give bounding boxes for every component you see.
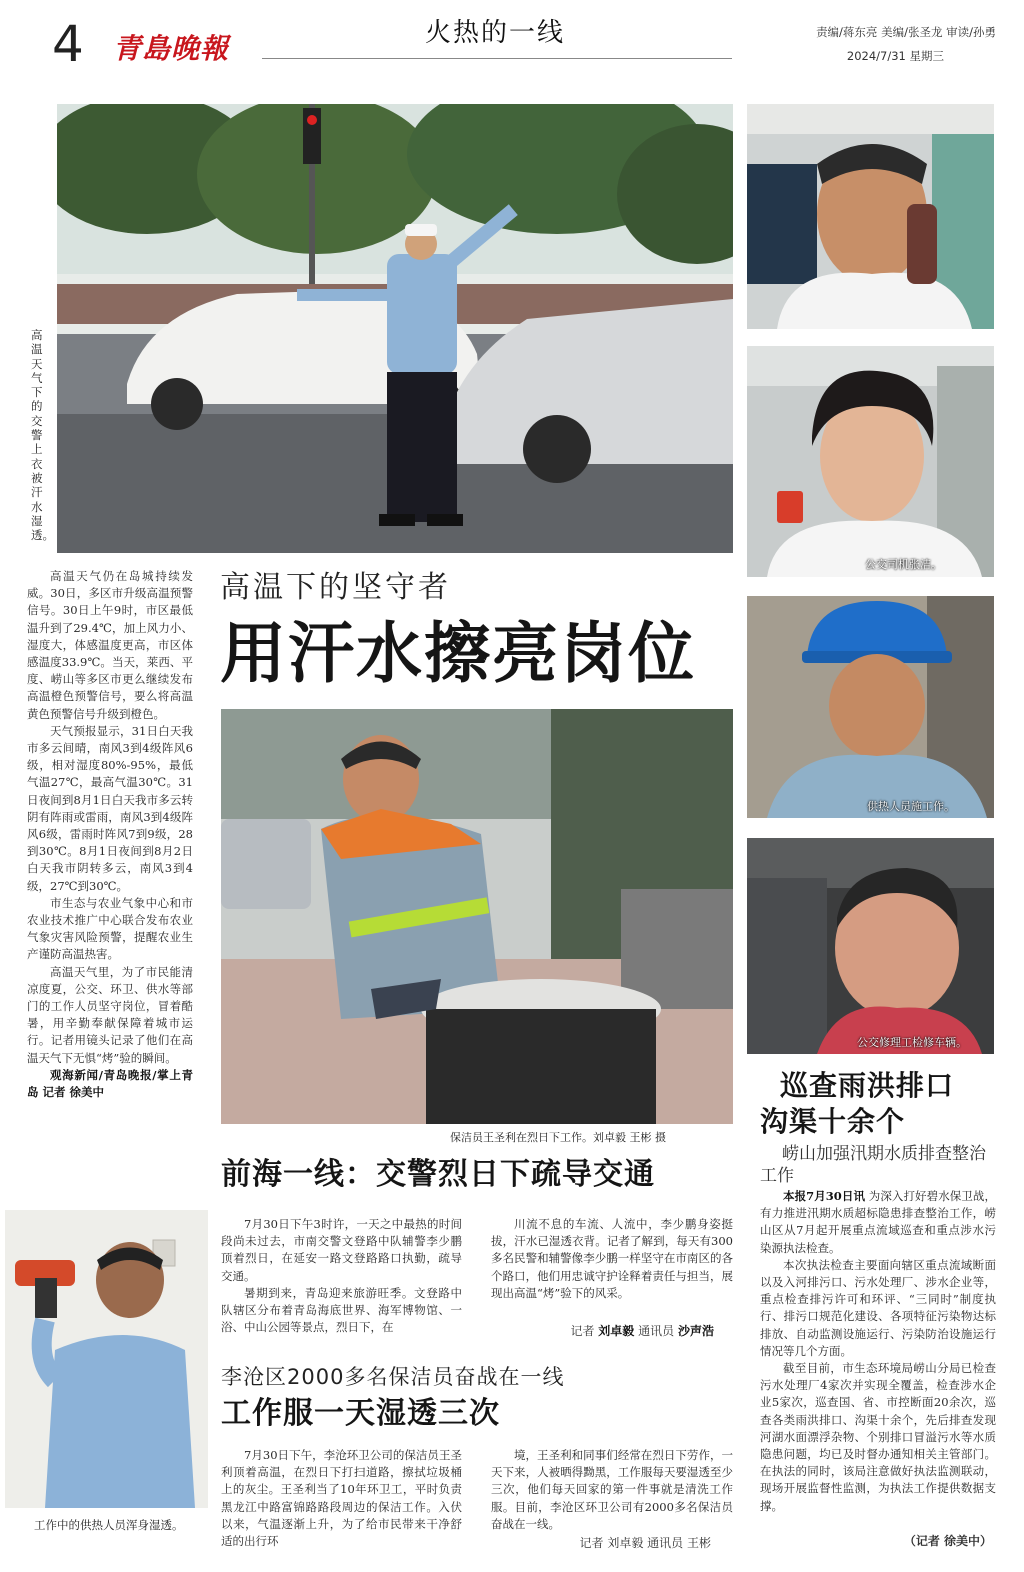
cleaner-byline: 记者 刘卓毅 通讯员 王彬 bbox=[579, 1536, 711, 1550]
laoshan-paragraph: 本报7月30日讯 为深入打好碧水保卫战，有力推进汛期水质超标隐患排查整治工作，崂山区从7月起开展重点流域巡查和重点涉水污染源执法检查。 bbox=[760, 1189, 997, 1255]
cleaner-paragraph: 境，王圣利和同事们经常在烈日下劳作，一天下来，人被晒得黝黑，工作服每天要湿透至少三次，他们每天回家的第一件事就是清洗工作服。目前，李沧区环卫公司有2000多名保洁员奋战在一线。 bbox=[491, 1448, 733, 1531]
laoshan-headline-2: 沟渠十余个 bbox=[760, 1105, 906, 1138]
traffic-paragraph: 7月30日下午3时许，一天之中最热的时间段尚未过去，市南交警文登路中队辅警李少鹏顶着烈日，在延安一路文登路路口执勤，疏导交通。 bbox=[221, 1217, 462, 1283]
top-photo-caption: 高温天气下的交警上衣被汗水湿透。 bbox=[31, 328, 54, 543]
cleaner-kicker: 李沧区2000多名保洁员奋战在一线 bbox=[221, 1365, 565, 1389]
main-paragraph: 高温天气仍在岛城持续发威。30日，多区市升级高温预警信号。30日上午9时，市区最低温升到了29.4℃，加上风力小、湿度大，体感温度更高，市区体感温度33.9℃。当天，莱西、平度、崂山等多区市更么继续发布高温橙色预警信号，要么将高温黄色预警信号升级到橙色。 bbox=[27, 569, 193, 721]
main-paragraph: 高温天气里，为了市民能清凉度夏，公交、环卫、供水等部门的工作人员坚守岗位，冒着酷暑，用辛勤奉献保障着城市运行。记者用镜头记录了他们在高温天气下无惧“烤”验的瞬间。 bbox=[27, 964, 193, 1065]
bus-driver-male-photo bbox=[747, 104, 994, 329]
cleaner-col-1 bbox=[221, 1447, 462, 1550]
masthead-logo: 青島晚報 bbox=[113, 32, 230, 65]
cleaner-caption-below: 保洁员王圣利在烈日下工作。刘卓毅 王彬 摄 bbox=[450, 1131, 666, 1144]
laoshan-body bbox=[760, 1188, 996, 1515]
page-header bbox=[0, 0, 1024, 92]
laoshan-byline: （记者 徐美中） bbox=[903, 1534, 992, 1548]
page-number: 4 bbox=[52, 15, 84, 73]
heating-worker-caption: 供热人员施工作。 bbox=[867, 800, 955, 813]
section-title: 火热的一线 bbox=[424, 18, 565, 48]
heating-worker-photo bbox=[747, 596, 994, 818]
traffic-paragraph: 暑期到来，青岛迎来旅游旺季。文登路中队辖区分布着青岛海底世界、海军博物馆、一浴、中山公园等景点，烈日下，在 bbox=[221, 1285, 462, 1335]
main-paragraph: 市生态与农业气象中心和市农业技术推广中心联合发布农业气象灾害风险预警，提醒农业生产谨防高温热害。 bbox=[27, 895, 193, 962]
main-byline: 观海新闻/青岛晚报/掌上青岛 记者 徐美中 bbox=[27, 1067, 193, 1100]
traffic-col-2 bbox=[491, 1216, 733, 1302]
cleaner-col-2 bbox=[491, 1447, 733, 1533]
cleaner-paragraph: 7月30日下午，李沧环卫公司的保洁员王圣利顶着高温，在烈日下打扫道路，擦拭垃圾桶上的灰尘。王圣利当了10年环卫工，平时负责黑龙江中路富锦路路段周边的保洁工作。入伏以来，气温逐渐上升，为了给市民带来干净舒适的出行环 bbox=[221, 1448, 462, 1549]
main-paragraph: 天气预报显示，31日白天我市多云间晴，南风3到4级阵风6级，相对湿度80%-95%，最低气温27℃，最高气温30℃。31日夜间到8月1日白天我市多云转阴有阵雨或雷雨，南风3到4级阵风6级，雷雨时阵风7到9级，28到30℃。8月1日夜间到8月2日白天我市阴转多云，南风3到4级，27℃到30℃。 bbox=[27, 723, 193, 893]
bus-repair-caption: 公交修理工检修车辆。 bbox=[857, 1036, 967, 1049]
traffic-police-photo bbox=[57, 104, 733, 553]
bus-driver-female-caption: 公交司机张洁。 bbox=[865, 558, 942, 571]
electrician-caption: 工作中的供热人员浑身湿透。 bbox=[34, 1518, 184, 1532]
laoshan-paragraph: 本次执法检查主要面向辖区重点流域断面以及入河排污口、污水处理厂、涉水企业等，重点检查排污许可和环评、“三同时”制度执行、排污口规范化建设、各项特征污染物达标排放、自动监测设施运行、污染防治设施运行情况等几个方面。 bbox=[760, 1257, 996, 1358]
traffic-byline: 记者 刘卓毅 通讯员 沙声浩 bbox=[570, 1324, 714, 1338]
laoshan-headline-1: 巡查雨洪排口 bbox=[780, 1069, 955, 1102]
bus-driver-female-photo bbox=[747, 346, 994, 577]
laoshan-subhead: 崂山加强汛期水质排查整治工作 bbox=[760, 1144, 986, 1186]
traffic-paragraph: 川流不息的车流、人流中，李少鹏身姿挺拔，汗水已湿透衣背。记者了解到，每天有300多名民警和辅警像李少鹏一样坚守在市南区的各个路口，他们用忠诚守护诠释着责任与担当，展现出高温“烤”验下的风采。 bbox=[491, 1217, 733, 1300]
editor-credits: 责编/蒋东亮 美编/张圣龙 审读/孙勇 bbox=[816, 25, 996, 39]
bus-repair-photo bbox=[747, 838, 994, 1054]
cleaner-photo bbox=[221, 709, 733, 1124]
header-rule bbox=[262, 58, 732, 59]
laoshan-paragraph: 截至目前，市生态环境局崂山分局已检查污水处理厂4家次并实现全覆盖，检查涉水企业5家次，巡查国、省、市控断面20余次，巡查各类雨洪排口、沟渠十余个，先后排查发现河湖水面漂浮杂物、个别排口冒溢污水等水质隐患问题，均已及时督办通知相关主管部门。在执法的同时，该局注意做好执法监测联动，现场开展监督性监测，为执法工作提供数据支撑。 bbox=[760, 1361, 996, 1513]
issue-date: 2024/7/31 星期三 bbox=[846, 49, 944, 63]
main-story-body bbox=[27, 568, 193, 1101]
traffic-col-1 bbox=[221, 1216, 462, 1336]
electrician-photo bbox=[5, 1210, 208, 1508]
main-headline: 用汗水擦亮岗位 bbox=[220, 614, 696, 692]
main-kicker: 高温下的坚守者 bbox=[220, 570, 451, 605]
cleaner-headline: 工作服一天湿透三次 bbox=[221, 1396, 500, 1431]
traffic-headline: 前海一线：交警烈日下疏导交通 bbox=[221, 1157, 655, 1192]
